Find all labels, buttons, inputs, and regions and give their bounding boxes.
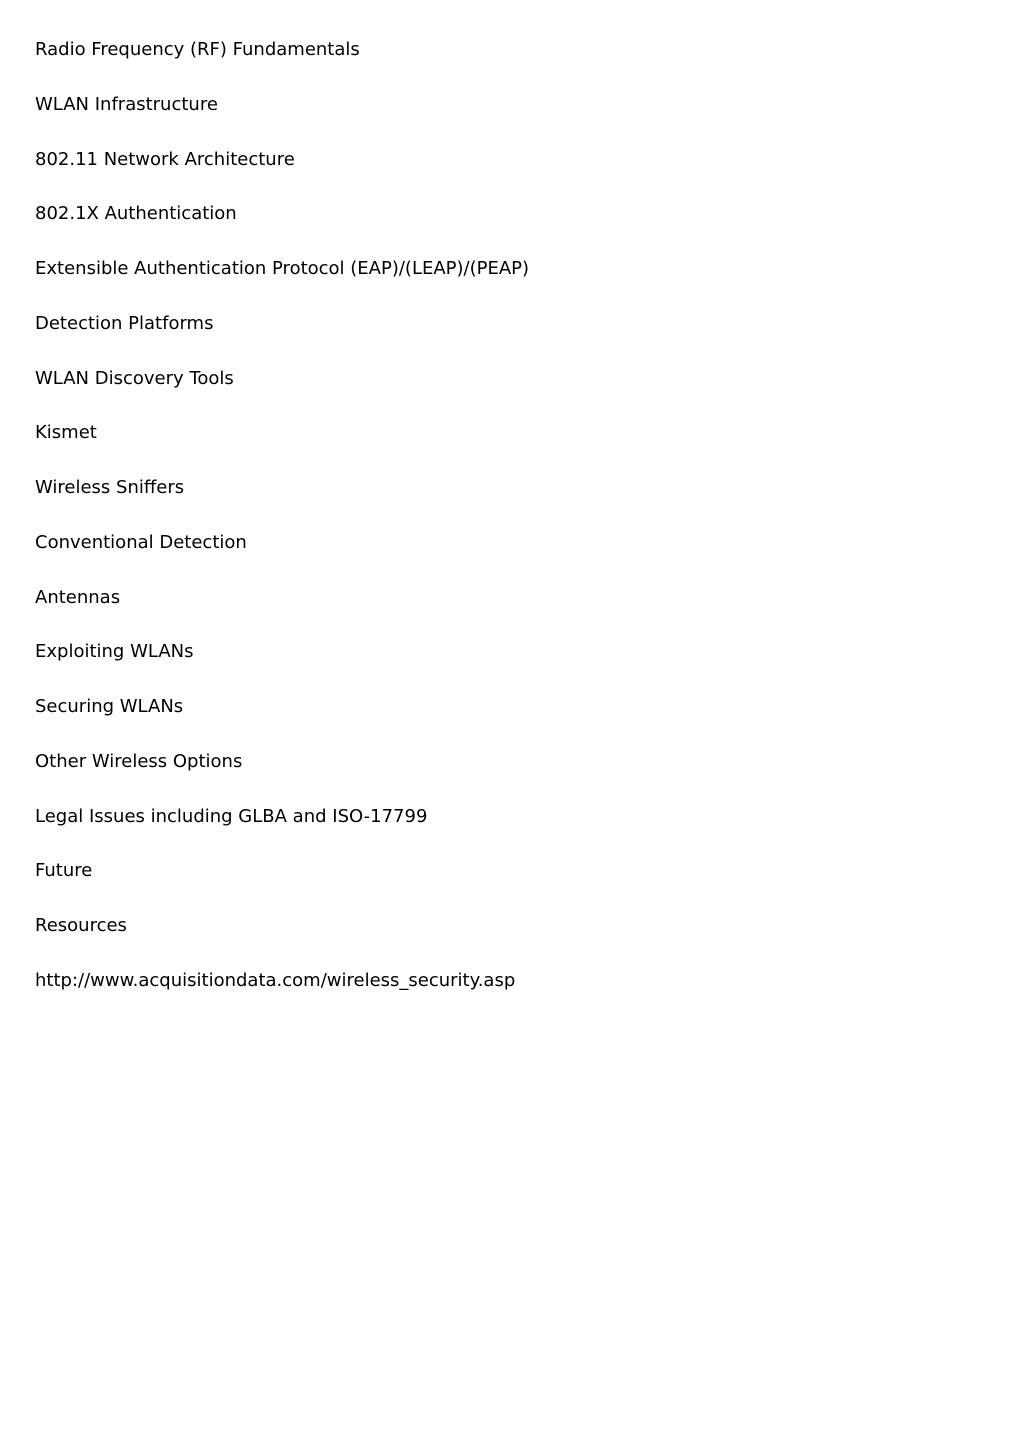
list-item: Exploiting WLANs xyxy=(35,641,194,663)
list-item: Other Wireless Options xyxy=(35,750,243,772)
list-item: Radio Frequency (RF) Fundamentals xyxy=(35,39,360,60)
resource-url[interactable]: http://www.acquisitiondata.com/wireless_security.asp xyxy=(35,969,516,991)
list-item: Securing WLANs xyxy=(35,696,184,717)
list-item: Kismet xyxy=(35,422,97,444)
list-item: Resources xyxy=(35,915,127,936)
list-item: 802.1X Authentication xyxy=(35,203,237,225)
list-item: Antennas xyxy=(35,586,121,608)
list-item: Future xyxy=(35,860,93,882)
list-item: WLAN Discovery Tools xyxy=(35,367,234,389)
topic-list xyxy=(35,36,529,1022)
list-item: 802.11 Network Architecture xyxy=(35,148,295,170)
list-item: Legal Issues including GLBA and ISO-17799 xyxy=(35,805,428,827)
list-item: WLAN Infrastructure xyxy=(35,93,218,115)
list-item: Extensible Authentication Protocol (EAP)/(LEAP)/(PEAP) xyxy=(35,258,530,279)
list-item: Detection Platforms xyxy=(35,312,214,334)
list-item: Wireless Sniffers xyxy=(35,477,185,498)
list-item: Conventional Detection xyxy=(35,531,247,553)
